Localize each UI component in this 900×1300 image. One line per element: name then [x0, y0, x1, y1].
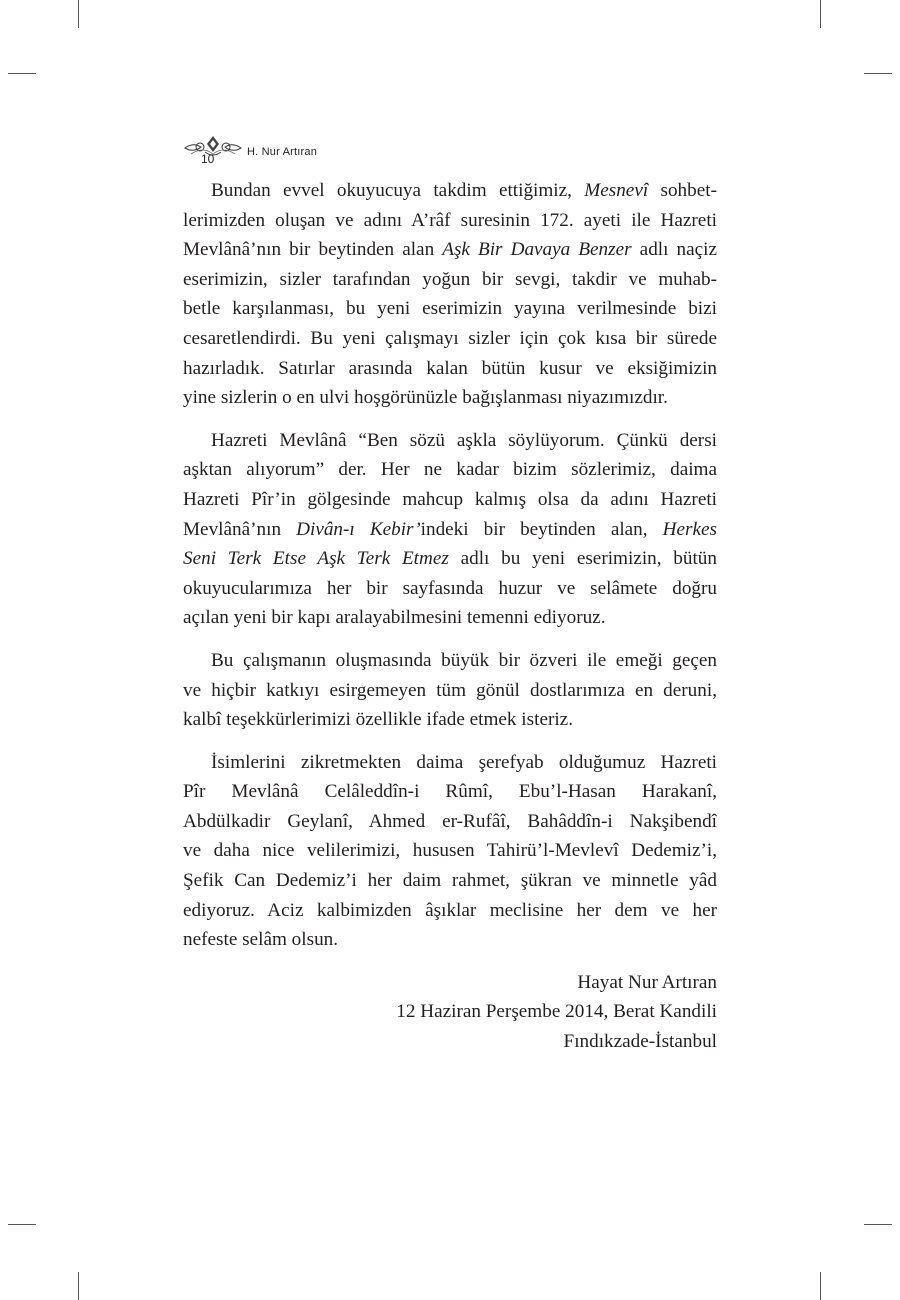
- signature-place: Fındıkzade-İstanbul: [563, 1031, 717, 1053]
- signature-date: 12 Haziran Perşembe 2014, Berat Kandili: [396, 1001, 717, 1023]
- crop-mark: [820, 1272, 821, 1300]
- text-line: Mevlânâ’nın bir beytinden alan Aşk Bir Davaya Benzer adlı naçiz: [183, 239, 717, 261]
- text-line: ediyoruz. Aciz kalbimizden âşıklar meclisine her dem ve her: [183, 899, 717, 921]
- paragraphs: [183, 176, 717, 955]
- signature-block: [183, 968, 717, 1057]
- paragraph: [183, 748, 717, 955]
- text-line: yine sizlerin o en ulvi hoşgörünüzle bağışlanması niyazımızdır.: [183, 387, 668, 409]
- text-line: açılan yeni bir kapı aralayabilmesini temenni ediyoruz.: [183, 607, 606, 629]
- text-line: eserimizin, sizler tarafından yoğun bir sevgi, takdir ve muhab-: [183, 268, 717, 290]
- text-line: Pîr Mevlânâ Celâleddîn-i Rûmî, Ebu’l-Hasan Harakanî,: [183, 781, 717, 803]
- text-line: Mevlânâ’nın Divân-ı Kebir’indeki bir beytinden alan, Herkes: [183, 518, 717, 540]
- text-line: hazırladık. Satırlar arasında kalan bütün kusur ve eksiğimizin: [183, 357, 717, 379]
- paragraph: [183, 646, 717, 735]
- text-line: kalbî teşekkürlerimizi özellikle ifade etmek isteriz.: [183, 709, 573, 731]
- text-line: İsimlerini zikretmekten daima şerefyab olduğumuz Hazreti: [211, 751, 717, 773]
- italic-title: Mesnevî: [584, 180, 649, 201]
- text-line: betle karşılanması, bu yeni eserimizin yayına verilmesinde bizi: [183, 298, 717, 320]
- author-running-title: H. Nur Artıran: [247, 146, 318, 158]
- text-line: Hazreti Mevlânâ “Ben sözü aşkla söylüyorum. Çünkü dersi: [211, 429, 717, 451]
- italic-title: Herkes: [662, 518, 717, 540]
- crop-mark: [864, 1224, 892, 1225]
- text-line: nefeste selâm olsun.: [183, 929, 339, 951]
- text-line: Abdülkadir Geylanî, Ahmed er-Rufâî, Bahâddîn-i Nakşibendî: [183, 810, 717, 832]
- italic-title: Seni Terk Etse Aşk Terk Etmez: [183, 548, 449, 570]
- text-line: lerimizden oluşan ve adını A’râf suresinin 172. ayeti ile Hazreti: [183, 209, 717, 231]
- text-line: ve hiçbir katkıyı esirgemeyen tüm gönül dostlarımıza en deruni,: [183, 679, 717, 701]
- text-line: Bu çalışmanın oluşmasında büyük bir özveri ile emeği geçen: [211, 649, 717, 671]
- text-line: cesaretlendirdi. Bu yeni çalışmayı sizler için çok kısa bir sürede: [183, 327, 717, 349]
- text-line: aşktan alıyorum” der. Her ne kadar bizim sözlerimiz, daima: [183, 459, 717, 481]
- italic-title: Aşk Bir Davaya Benzer: [442, 239, 632, 261]
- text-line: Şefik Can Dedemiz’i her daim rahmet, şükran ve minnetle yâd: [183, 870, 717, 892]
- body-text: [183, 176, 717, 1057]
- paragraph: [183, 176, 717, 413]
- italic-title: Divân-ı Kebir’: [296, 518, 421, 540]
- text-line: Bundan evvel okuyucuya takdim ettiğimiz, Mesnevî sohbet-: [211, 180, 717, 201]
- crop-mark: [8, 73, 36, 74]
- page-number: 10: [201, 152, 215, 166]
- text-line: Hazreti Pîr’in gölgesinde mahcup kalmış olsa da adını Hazreti: [183, 488, 717, 510]
- text-line: ve daha nice velilerimizi, hususen Tahirü’l-Mevlevî Dedemiz’i,: [183, 840, 717, 862]
- paragraph: [183, 426, 717, 633]
- crop-mark: [78, 0, 79, 28]
- crop-mark: [864, 73, 892, 74]
- text-line: Seni Terk Etse Aşk Terk Etmez adlı bu yeni eserimizin, bütün: [183, 548, 717, 570]
- crop-mark: [820, 0, 821, 28]
- signature-name: Hayat Nur Artıran: [577, 971, 717, 993]
- crop-mark: [78, 1272, 79, 1300]
- crop-mark: [8, 1224, 36, 1225]
- text-line: okuyucularımıza her bir sayfasında huzur ve selâmete doğru: [183, 577, 717, 599]
- running-header: [183, 132, 483, 172]
